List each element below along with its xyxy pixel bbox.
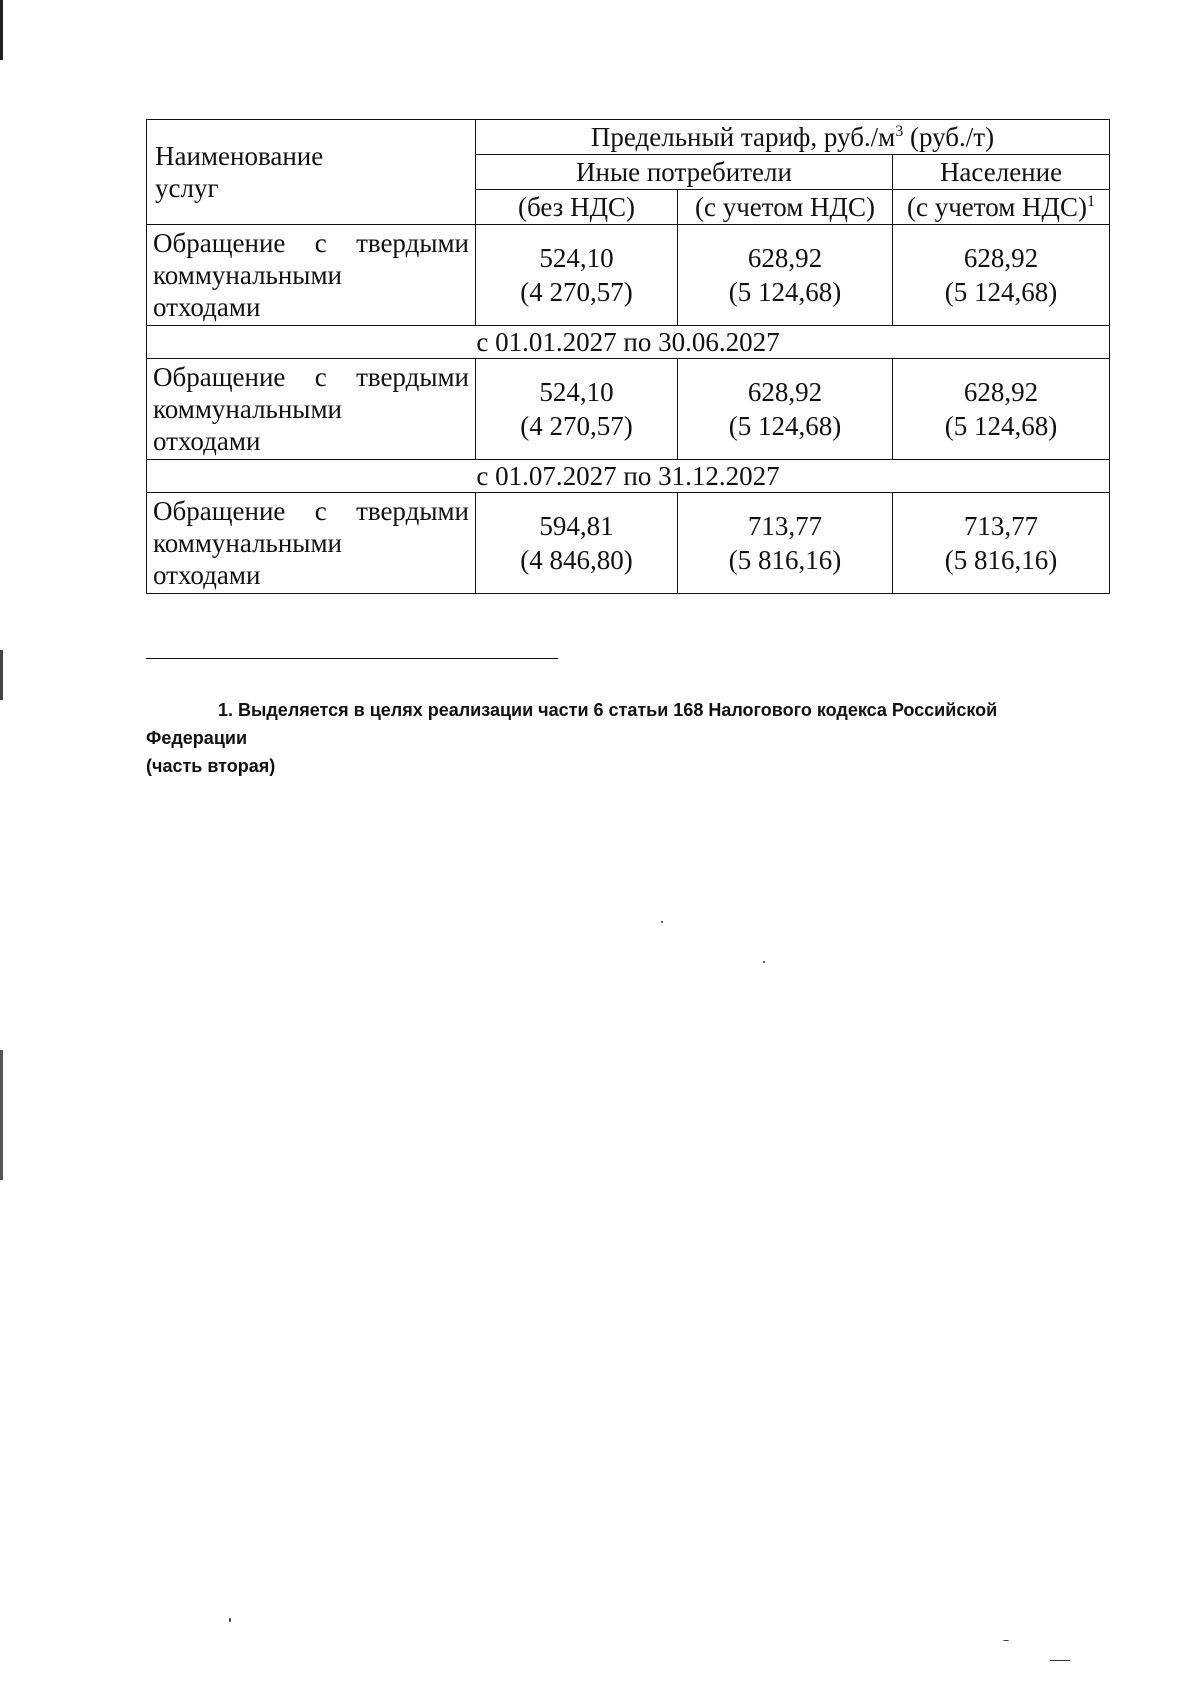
scan-speck <box>763 961 765 963</box>
value-m3: 594,81 <box>539 511 614 541</box>
value-population <box>893 359 1110 460</box>
value-no-vat <box>476 493 678 594</box>
value-m3: 713,77 <box>963 511 1039 541</box>
table-row <box>147 359 1110 460</box>
value-t: (5 124,68) <box>728 411 842 441</box>
value-population <box>893 493 1110 594</box>
value-t: (5 816,16) <box>728 545 842 575</box>
header-row-1 <box>147 120 1110 155</box>
value-m3: 524,10 <box>539 243 614 273</box>
footnote-separator <box>146 658 558 659</box>
service-name-cell <box>147 493 476 594</box>
header-service-name <box>147 120 476 225</box>
service-name-cell <box>147 225 476 326</box>
value-t: (4 270,57) <box>520 277 633 307</box>
value-with-vat <box>678 493 893 594</box>
value-no-vat <box>476 225 678 326</box>
tariff-title-sup: 3 <box>895 123 904 140</box>
value-population <box>893 225 1110 326</box>
header-tariff-title <box>476 120 1110 155</box>
value-t: (4 846,80) <box>520 545 633 575</box>
service-name-line1: Обращение с твердыми <box>153 496 469 526</box>
service-name-rest: коммунальными отходами <box>153 260 342 322</box>
table-row <box>147 493 1110 594</box>
period-row <box>147 460 1110 493</box>
value-m3: 628,92 <box>747 377 823 407</box>
value-m3: 628,92 <box>747 243 823 273</box>
header-group-other: Иные потребители <box>476 155 893 190</box>
population-vat-text: (с учетом НДС) <box>907 192 1087 222</box>
value-t: (5 124,68) <box>944 277 1058 307</box>
service-name-cell <box>147 359 476 460</box>
header-sub-population-vat <box>893 190 1110 225</box>
header-service-name-text: Наименование услуг <box>155 141 324 203</box>
value-t: (5 124,68) <box>944 411 1058 441</box>
period-label: с 01.07.2027 по 31.12.2027 <box>147 460 1110 493</box>
header-sub-no-vat: (без НДС) <box>476 190 678 225</box>
footnote-marker: 1 <box>1086 193 1095 210</box>
value-with-vat <box>678 359 893 460</box>
service-name-rest: коммунальными отходами <box>153 528 342 590</box>
service-name-line1: Обращение с твердыми <box>153 228 469 258</box>
value-with-vat <box>678 225 893 326</box>
value-m3: 628,92 <box>963 377 1039 407</box>
value-m3: 524,10 <box>539 377 614 407</box>
tariff-title-tail: (руб./т) <box>903 122 995 152</box>
scan-speck <box>1003 1640 1009 1641</box>
service-name-rest: коммунальными отходами <box>153 394 342 456</box>
footnote-line1: 1. Выделяется в целях реализации части 6 статьи 168 Налогового кодекса Российской Федерации <box>146 700 998 748</box>
period-label: с 01.01.2027 по 30.06.2027 <box>147 326 1110 359</box>
value-no-vat <box>476 359 678 460</box>
value-m3: 628,92 <box>963 243 1039 273</box>
value-m3: 713,77 <box>747 511 823 541</box>
tariff-title-text: Предельный тариф, руб./м <box>590 122 896 152</box>
period-row <box>147 326 1110 359</box>
scan-speck <box>661 921 663 923</box>
footnote-line2: (часть вторая) <box>146 756 276 776</box>
service-name-line1: Обращение с твердыми <box>153 362 469 392</box>
tariff-table <box>146 119 1110 594</box>
scan-speck <box>1050 1660 1070 1661</box>
value-t: (5 124,68) <box>728 277 842 307</box>
value-t: (4 270,57) <box>520 411 633 441</box>
scan-edge <box>0 0 3 1688</box>
table-row <box>147 225 1110 326</box>
header-sub-with-vat: (с учетом НДС) <box>678 190 893 225</box>
value-t: (5 816,16) <box>944 545 1058 575</box>
footnote <box>146 696 1086 780</box>
scan-speck <box>229 1618 231 1622</box>
header-group-population: Население <box>893 155 1110 190</box>
